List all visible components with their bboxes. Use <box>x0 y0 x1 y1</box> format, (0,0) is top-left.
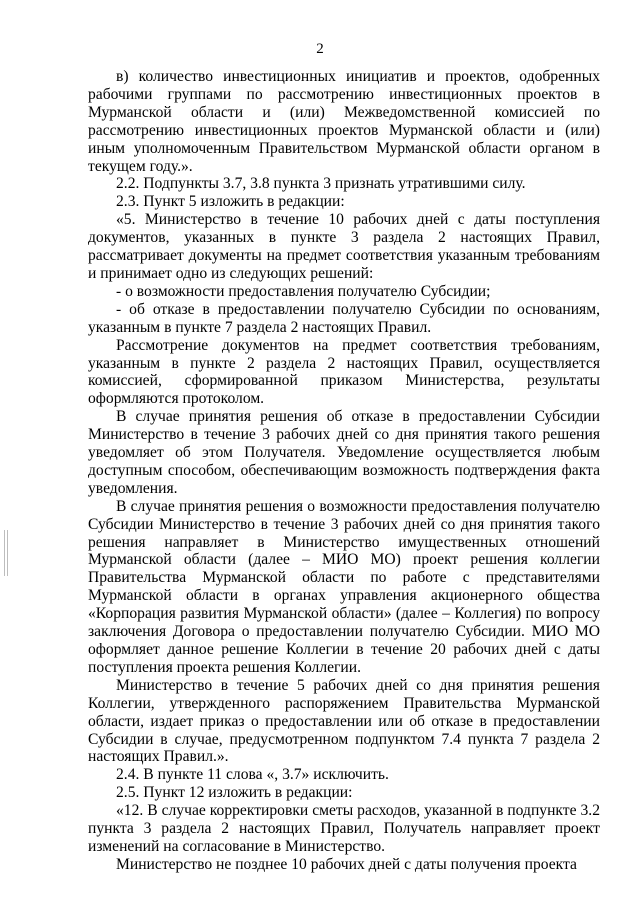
paragraph-2-4: 2.4. В пункте 11 слова «, 3.7» исключить. <box>116 766 389 784</box>
paragraph-item-v: в) количество инвестиционных инициатив и проектов, одобренных рабочими группами по рассмотрению инвестиционных проектов в Мурманской области и (или) Межведомственной комиссией по рассмотрению инвестиционных проектов Мурманской области и (или) иным уполномоченным Правительством Мурманской области органом в текущем году.». <box>88 68 600 175</box>
paragraph-decision-refuse: - об отказе в предоставлении получателю Субсидии по основаниям, указанным в пункте 7 раздела 2 настоящих Правил. <box>88 300 600 336</box>
paragraph-review-commission: Рассмотрение документов на предмет соответствия требованиям, указанным в пункте 2 раздела 2 настоящих Правил, осуществляется комиссией, сформированной приказом Министерства, результаты оформляются протоколом. <box>88 336 600 408</box>
paragraph-decision-approve: - о возможности предоставления получателю Субсидии; <box>116 282 491 300</box>
paragraph-clause-5: «5. Министерство в течение 10 рабочих дней с даты поступления документов, указанных в пункте 3 раздела 2 настоящих Правил, рассматривает документы на предмет соответствия указанным требованиям и принимает одно из следующих решений: <box>88 211 600 282</box>
paragraph-approval-procedure: В случае принятия решения о возможности предоставления получателю Субсидии Министерство в течение 3 рабочих дней со дня принятия такого решения направляет в Министерство имущественных отношений Мурманской области (далее – МИО МО) проект решения коллегии Правительства Мурманской области по работе с представителями Мурманской области в органах управления акционерного общества «Корпорация развития Мурманской области» (далее – Коллегия) по вопросу заключения Договора о предоставлении получателю Субсидии. МИО МО оформляет данное решение Коллегии в течение 20 рабочих дней с даты поступления проекта решения Коллегии. <box>88 497 600 676</box>
document-body <box>88 68 600 874</box>
paragraph-2-5: 2.5. Пункт 12 изложить в редакции: <box>116 784 353 802</box>
paragraph-clause-12: «12. В случае корректировки сметы расходов, указанной в подпункте 3.2 пункта 3 раздела 2 настоящих Правил, Получатель направляет проект изменений на согласование в Министерство. <box>88 802 600 855</box>
paragraph-refusal-notice: В случае принятия решения об отказе в предоставлении Субсидии Министерство в течение 3 рабочих дней со дня принятия такого решения уведомляет об этом Получателя. Уведомление осуществляется любым доступным способом, обеспечивающим возможность подтверждения факта уведомления. <box>88 408 600 497</box>
paragraph-2-3: 2.3. Пункт 5 изложить в редакции: <box>116 193 345 211</box>
paragraph-ministry-deadline: Министерство не позднее 10 рабочих дней с даты получения проекта <box>116 855 577 873</box>
scan-edge-marks <box>4 530 10 576</box>
page-number: 2 <box>316 41 324 57</box>
paragraph-ministry-order: Министерство в течение 5 рабочих дней со дня принятия решения Коллегии, утвержденного распоряжением Правительства Мурманской области, издает приказ о предоставлении или об отказе в предоставлении Субсидии в случае, предусмотренном подпунктом 7.4 пункта 7 раздела 2 настоящих Правил.». <box>88 676 600 766</box>
paragraph-2-2: 2.2. Подпункты 3.7, 3.8 пункта 3 признать утратившими силу. <box>116 175 526 193</box>
